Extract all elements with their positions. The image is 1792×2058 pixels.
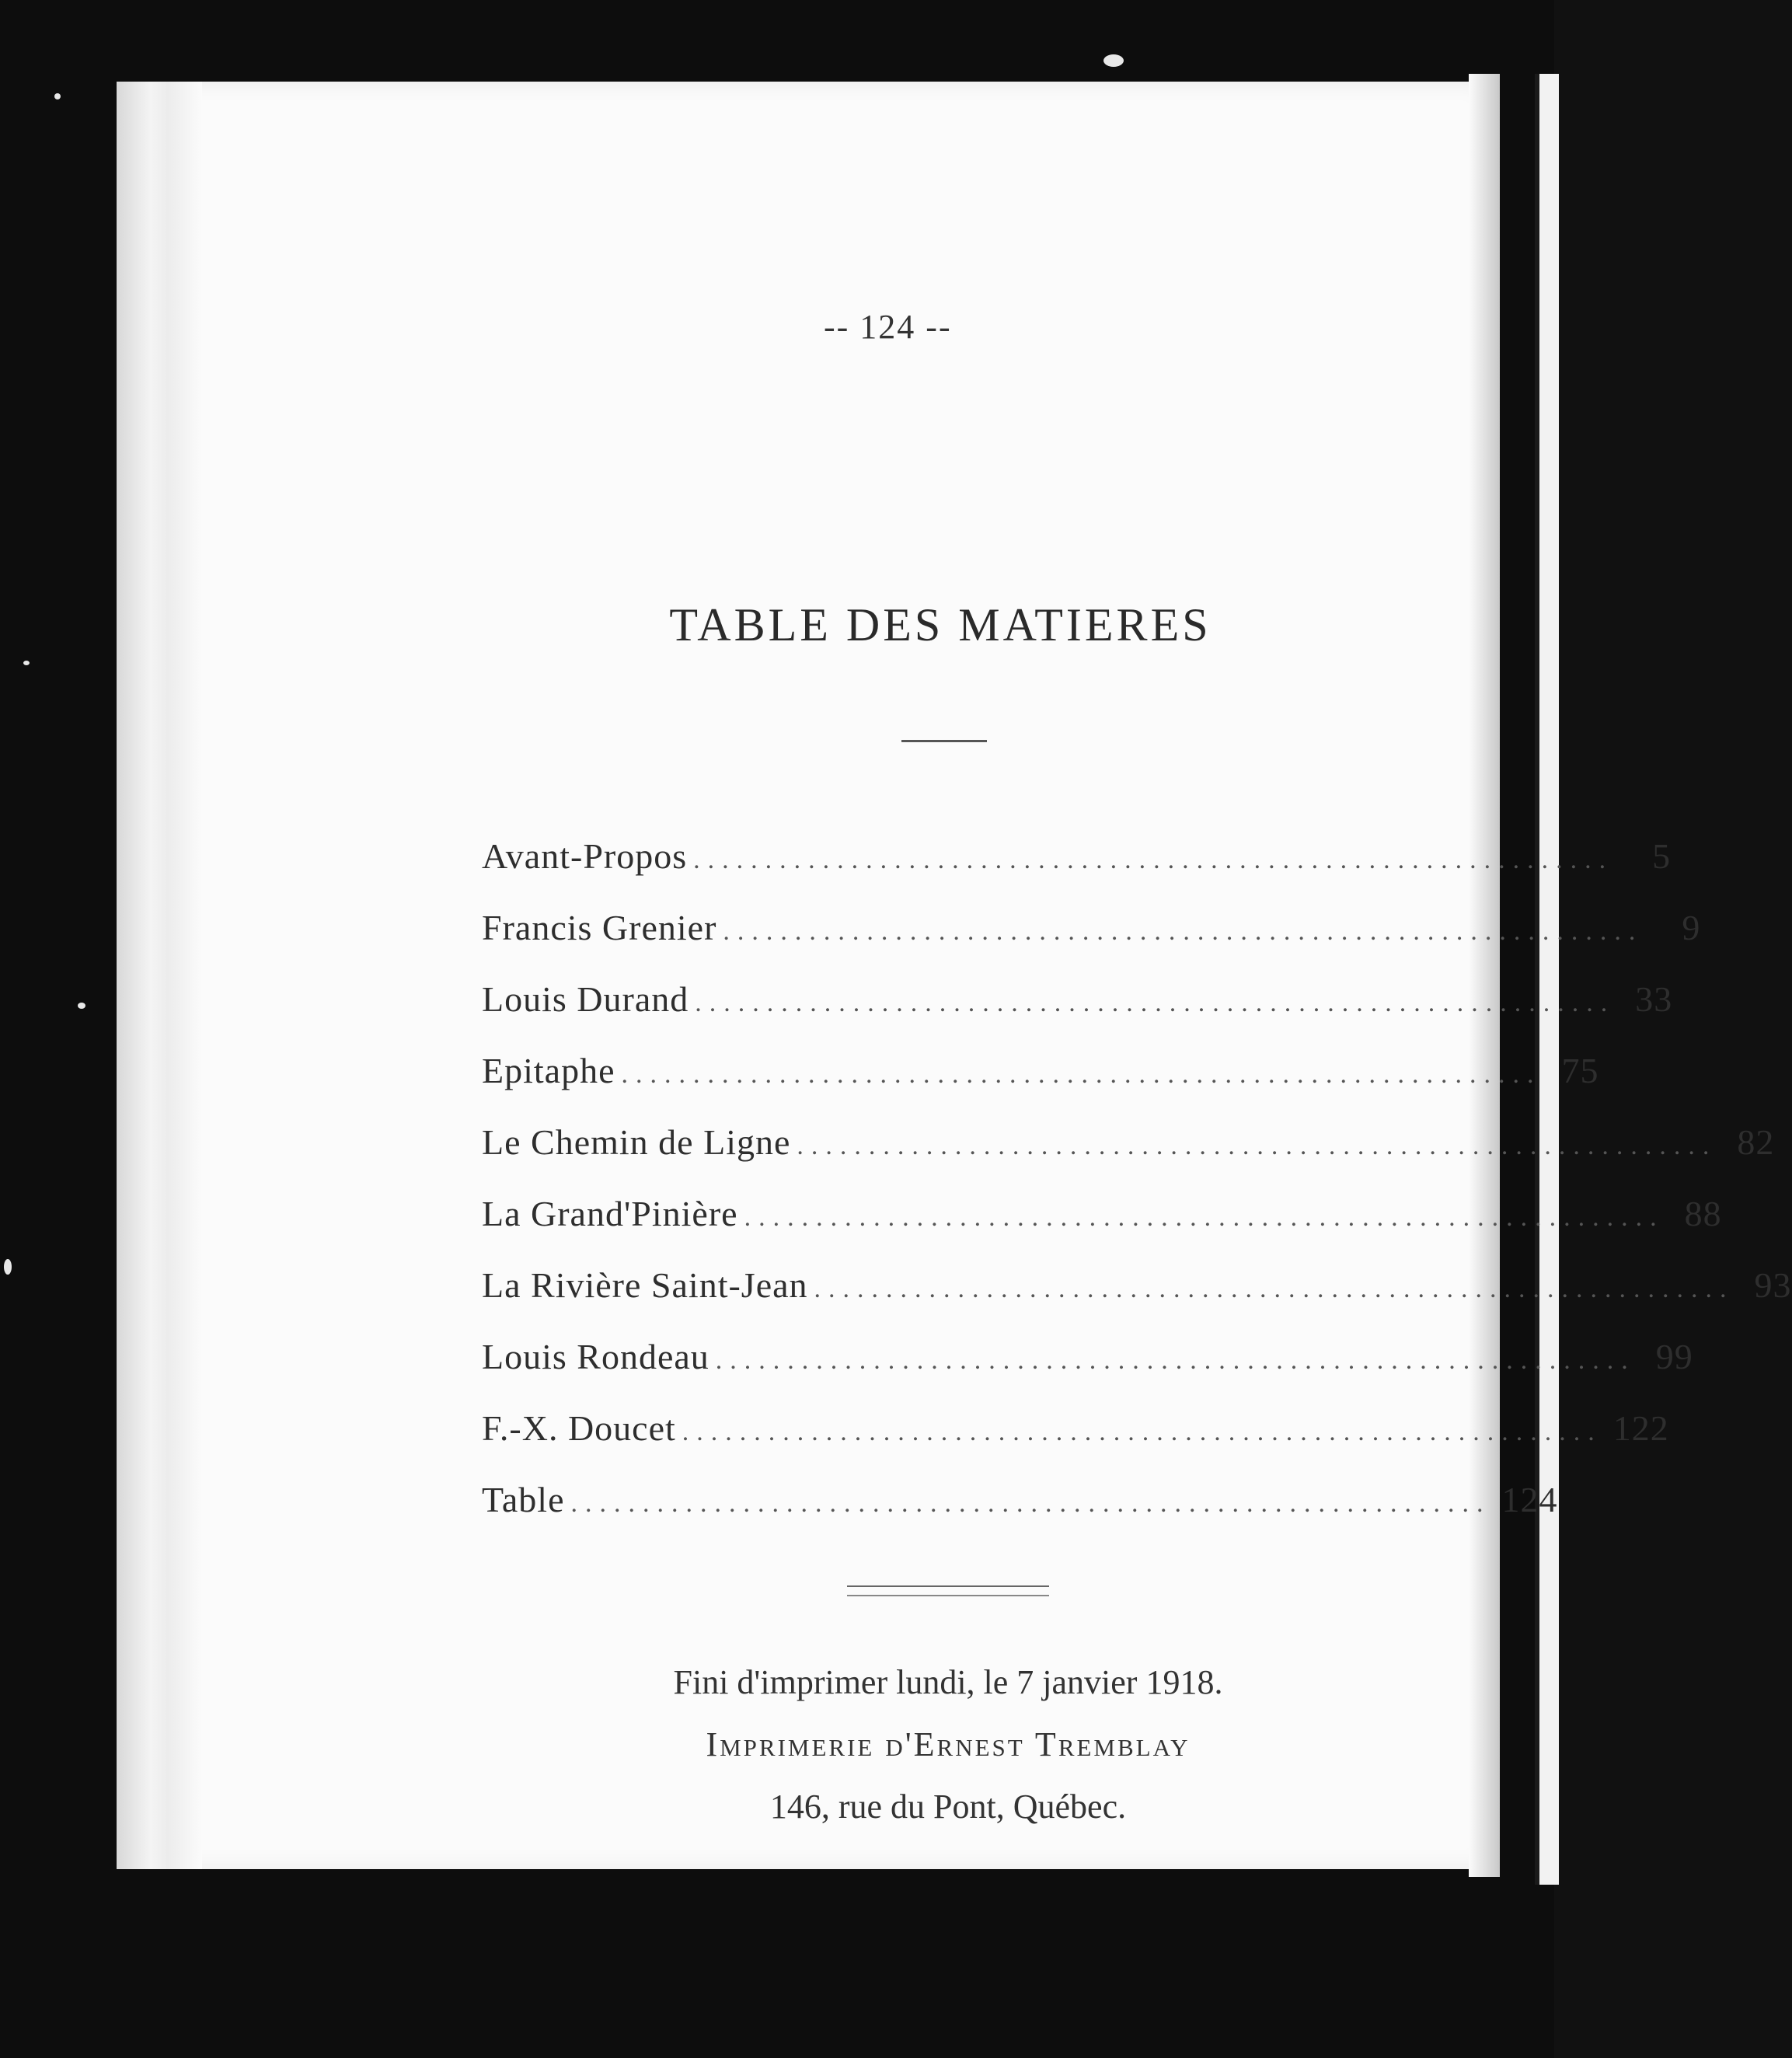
toc-entry-page: 75 [1561,1051,1599,1090]
toc-entry-page: 5 [1652,836,1672,876]
colophon-date-line: Fini d'imprimer lundi, le 7 janvier 1918. [673,1663,1223,1701]
toc-leader-dots: ................................................................ [797,1132,1717,1160]
toc-entry-page: 9 [1682,908,1701,947]
toc-entry-label: Louis Rondeau [482,1337,709,1376]
toc-leader-dots: ................................................................ [744,1203,1665,1232]
toc-list [482,835,1792,1550]
toc-entry-page: 93 [1754,1265,1792,1305]
scan-speck [1103,54,1124,67]
toc-entry-label: La Rivière Saint-Jean [482,1265,808,1305]
toc-entry [482,1121,1775,1193]
toc-entry [482,1407,1669,1479]
toc-entry [482,1050,1599,1121]
toc-entry-label: F.-X. Doucet [482,1408,676,1448]
title-divider [901,740,987,742]
adjacent-page-edge [1535,74,1559,1885]
toc-entry [482,978,1673,1050]
toc-leader-dots: ................................................................ [621,1060,1542,1089]
toc-entry-label: Avant-Propos [482,836,688,876]
toc-leader-dots: ................................................................ [570,1489,1491,1518]
page-number: -- 124 -- [824,308,952,346]
page-right-shadow [1469,74,1500,1877]
toc-entry-label: Table [482,1480,565,1519]
toc-leader-dots: ................................................................ [814,1275,1734,1303]
toc-title: TABLE DES MATIERES [669,599,1212,651]
toc-entry-label: La Grand'Pinière [482,1194,738,1233]
toc-leader-dots: ................................................................ [682,1418,1602,1446]
toc-entry-page: 88 [1684,1194,1722,1233]
toc-leader-dots: ................................................................ [693,846,1614,874]
toc-entry [482,1264,1792,1336]
toc-entry-label: Louis Durand [482,979,689,1019]
toc-entry-page: 99 [1655,1337,1693,1376]
scan-speck [4,1259,12,1275]
scan-speck [23,661,30,665]
toc-leader-dots: ................................................................ [695,989,1616,1017]
toc-entry-page: 82 [1737,1122,1775,1162]
toc-entry-label: Epitaphe [482,1051,615,1090]
toc-entry [482,835,1672,907]
toc-entry-label: Le Chemin de Ligne [482,1122,791,1162]
toc-entry [482,1336,1693,1407]
page-binding-shadow [117,82,202,1869]
colophon-divider [847,1585,1049,1596]
toc-entry-page: 122 [1612,1408,1669,1448]
toc-entry-label: Francis Grenier [482,908,717,947]
scan-speck [54,93,61,99]
toc-leader-dots: ................................................................ [723,917,1644,946]
colophon-address-line: 146, rue du Pont, Québec. [769,1788,1127,1826]
toc-entry [482,907,1701,978]
toc-entry [482,1479,1558,1550]
toc-entry [482,1193,1722,1264]
colophon-printer-line: Imprimerie d'Ernest Tremblay [706,1725,1191,1763]
colophon [482,1652,1414,1838]
toc-entry-page: 33 [1635,979,1673,1019]
scan-speck [78,1003,85,1009]
toc-leader-dots: ................................................................ [715,1346,1636,1375]
toc-entry-page: 124 [1501,1480,1558,1519]
